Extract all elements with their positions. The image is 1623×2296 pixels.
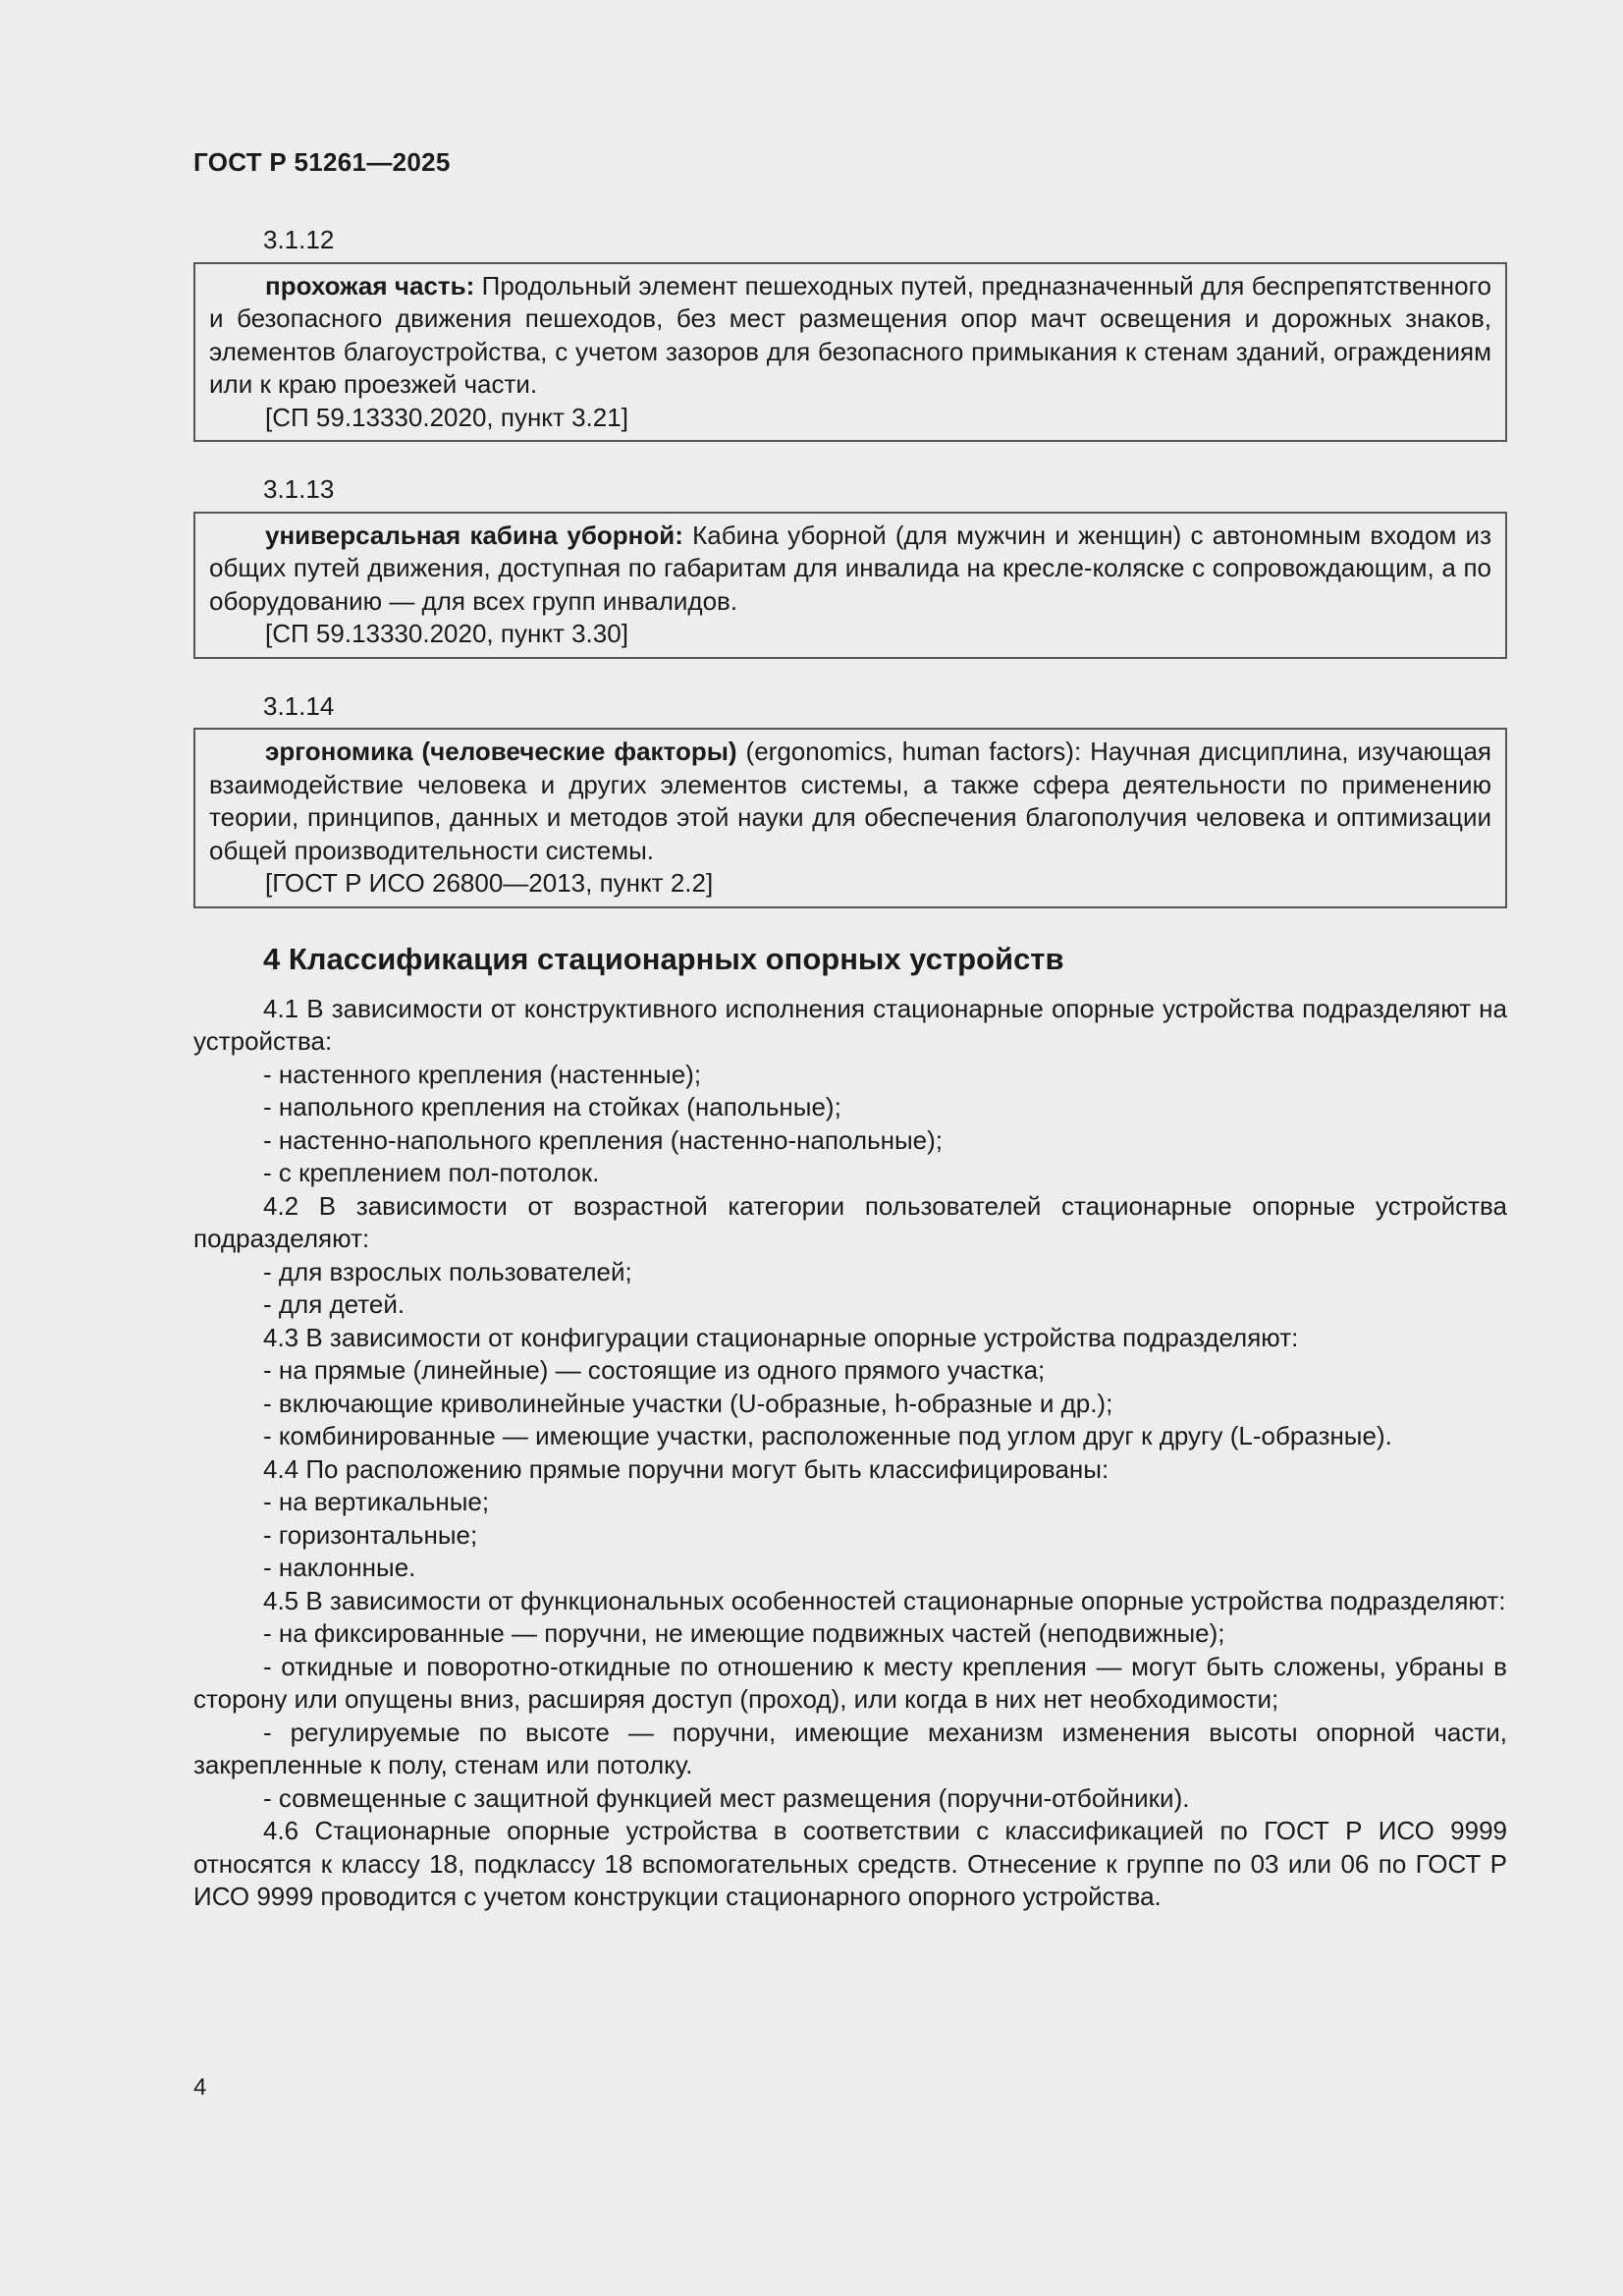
document-code-header: ГОСТ Р 51261—2025 (193, 147, 451, 177)
list-item: - совмещенные с защитной функцией мест размещения (поручни-отбойники). (263, 1782, 1190, 1813)
list-item: - с креплением пол-потолок. (263, 1158, 600, 1187)
term-source: [ГОСТ Р ИСО 26800—2013, пункт 2.2] (265, 868, 714, 898)
term-title: эргономика (человеческие факторы) (265, 737, 737, 766)
term-definition (209, 736, 1491, 867)
term-definition-text: Кабина уборной (для мужчин и женщин) с автономным входом из общих путей движения, доступная по габаритам для инвалида на кресле-коляске с сопровождающим, а по оборудованию — для всех групп инвалидов. (209, 519, 1491, 616)
clause-paragraph: 4.4 По расположению прямые поручни могут быть классифицированы: (263, 1453, 1109, 1484)
clause-paragraph: 4.2 В зависимости от возрастной категории пользователей стационарные опорные устройства подразделяют: (193, 1190, 1507, 1253)
term-definition (209, 270, 1491, 402)
list-item: - комбинированные — имеющие участки, расположенные под углом друг к другу (L-образные). (263, 1421, 1392, 1450)
clause-paragraph: 4.6 Стационарные опорные устройства в соответствии с классификацией по ГОСТ Р ИСО 9999 относятся к классу 18, подклассу 18 вспомогательных средств. Отнесение к группе по 03 или 06 по ГОСТ Р ИСО 9999 проводится с учетом конструкции стационарного опорного устройства. (193, 1816, 1507, 1911)
term-source: [СП 59.13330.2020, пункт 3.30] (265, 619, 628, 648)
list-item: - включающие криволинейные участки (U-образные, h-образные и др.); (263, 1388, 1113, 1418)
list-item: - откидные и поворотно-откидные по отношению к месту крепления — могут быть сложены, убраны в сторону или опущены вниз, расширяя доступ (проход), или когда в них нет необходимости; (193, 1651, 1507, 1714)
section-heading: 4 Классификация стационарных опорных устройств (263, 941, 1064, 976)
term-title: универсальная кабина уборной: (265, 519, 683, 550)
term-definition (209, 519, 1491, 619)
term-definition-box (193, 262, 1507, 443)
page-number: 4 (193, 2074, 207, 2101)
list-item: - регулируемые по высоте — поручни, имеющие механизм изменения высоты опорной части, закрепленные к полу, стенам или потолку. (193, 1717, 1507, 1779)
term-number: 3.1.14 (263, 690, 335, 721)
clause-paragraph: 4.5 В зависимости от функциональных особенностей стационарные опорные устройства подразделяют: (263, 1585, 1506, 1615)
list-item: - наклонные. (263, 1553, 416, 1582)
list-item: - для детей. (263, 1289, 406, 1319)
list-item: - на прямые (линейные) — состоящие из одного прямого участка; (263, 1355, 1046, 1385)
term-title: прохожая часть: (265, 270, 475, 301)
section-body (193, 993, 1507, 1914)
list-item: - на фиксированные — поручни, не имеющие подвижных частей (неподвижные); (263, 1618, 1225, 1648)
list-item: - на вертикальные; (263, 1487, 490, 1516)
list-item: - настенно-напольного крепления (настенно-напольные); (263, 1124, 943, 1155)
list-item: - для взрослых пользователей; (263, 1256, 632, 1286)
clause-paragraph: 4.3 В зависимости от конфигурации стационарные опорные устройства подразделяют: (263, 1322, 1299, 1352)
term-definition-text: (ergonomics, human factors): Научная дисциплина, изучающая взаимодействие человека и других элементов системы, а также сфера деятельности по применению теории, принципов, данных и методов этой науки для обеспечения благополучия человека и оптимизации общей производительности системы. (209, 737, 1491, 865)
term-definition-box (193, 728, 1507, 908)
term-number: 3.1.12 (263, 225, 335, 254)
term-number: 3.1.13 (263, 474, 335, 504)
clause-paragraph: 4.1 В зависимости от конструктивного исполнения стационарные опорные устройства подразделяют на устройства: (193, 993, 1507, 1056)
term-source: [СП 59.13330.2020, пункт 3.21] (265, 402, 628, 432)
list-item: - горизонтальные; (263, 1519, 478, 1550)
term-definition-box (193, 512, 1507, 659)
page-content (193, 224, 1507, 1914)
term-definition-text: Продольный элемент пешеходных путей, предназначенный для беспрепятственного и безопасного движения пешеходов, без мест размещения опор мачт освещения и дорожных знаков, элементов благоустройства, с учетом зазоров для безопасного примыкания к стенам зданий, ограждениям или к краю проезжей части. (209, 270, 1491, 399)
list-item: - напольного крепления на стойках (напольные); (263, 1092, 841, 1121)
list-item: - настенного крепления (настенные); (263, 1059, 702, 1089)
